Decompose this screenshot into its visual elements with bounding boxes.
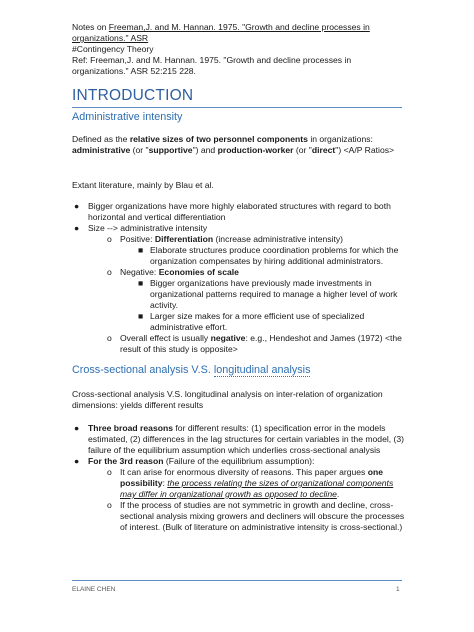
sub-list [104, 234, 408, 355]
reference-text: Ref: Freeman,J. and M. Hannan. 1975. "Growth and decline processes in organizations." ASR 52:215 228. [72, 55, 352, 76]
def-bold: administrative [72, 145, 131, 155]
circle-bullet-icon: o [107, 267, 112, 277]
list-item [104, 467, 408, 500]
list-item-text: Elaborate structures produce coordination problems for which the organization compensates by hiring additional administrators. [150, 245, 399, 266]
square-bullet-icon: ■ [138, 245, 144, 255]
page-title: INTRODUCTION [72, 87, 194, 104]
section-heading-analysis [72, 364, 310, 376]
list-item [72, 223, 408, 355]
tag-text: #Contingency Theory [72, 44, 154, 54]
def-text: Defined as the [72, 134, 130, 144]
admin-bullet-list [72, 201, 408, 355]
circle-bullet-icon: o [107, 333, 112, 343]
def-text: ") and [192, 145, 218, 155]
footer-rule [72, 580, 402, 581]
bullet-icon: ● [74, 456, 80, 466]
def-bold: production-worker [217, 145, 294, 155]
list-item-bold: one possibility [120, 467, 384, 488]
bullet-icon: ● [74, 201, 80, 211]
sub-list [104, 467, 408, 533]
square-bullet-icon: ■ [138, 278, 144, 288]
list-item [136, 311, 408, 333]
list-item [136, 278, 408, 311]
bullet-icon: ● [74, 223, 80, 233]
list-item-text: Size --> administrative intensity [88, 223, 208, 233]
list-item-text: : e.g., Hendeshot and James (1972) <the result of this study is opposite> [120, 333, 402, 354]
def-text: (or " [130, 145, 149, 155]
list-item-text: . [336, 489, 340, 499]
notes-header [72, 22, 412, 55]
bullet-icon: ● [74, 423, 80, 433]
analysis-intro: Cross-sectional analysis V.S. longitudinal analysis on inter-relation of organization dimensions: yields different results [72, 389, 383, 410]
def-text: in organizations: [307, 134, 373, 144]
list-item-bold: negative [210, 333, 246, 343]
list-item-text: If the process of studies are not symmetric in growth and decline, cross-sectional analysis mixing growers and decliners will obscure the processes of interest. (Bulk of literature on administrative intensity is cross-sectional.) [120, 500, 405, 532]
list-item [104, 234, 408, 267]
def-text: (or " [293, 145, 312, 155]
analysis-bullet-list [72, 423, 408, 533]
def-bold: relative sizes of two personnel components [129, 134, 308, 144]
heading-text: longitudinal analysis [213, 364, 311, 376]
list-item [72, 456, 408, 533]
sub-sub-list [136, 278, 408, 333]
circle-bullet-icon: o [107, 234, 112, 244]
notes-prefix: Notes on [72, 22, 109, 32]
list-item-text: Bigger organizations have more highly elaborated structures with regard to both horizontal and vertical differentiation [88, 201, 391, 222]
footer-page-number: 1 [396, 586, 400, 593]
section-heading-admin: Administrative intensity [72, 111, 183, 123]
list-item-text: (Failure of the equilibrium assumption): [163, 456, 315, 466]
list-item [136, 245, 408, 267]
circle-bullet-icon: o [107, 500, 112, 510]
list-item-text: It can arise for enormous diversity of reasons. This paper argues [120, 467, 368, 477]
list-item-text: for different results: (1) specification error in the models estimated, (2) differences in the lag structures for certain variables in the model, (3) failure of the equilibrium assumption which underlies cross-sectional analysis [88, 423, 405, 455]
list-item-bold: For the 3rd reason [88, 456, 164, 466]
list-item-text: Bigger organizations have previously made investments in organizational patterns required to manage a higher level of work activity. [150, 278, 398, 310]
extant-paragraph: Extant literature, mainly by Blau et al. [72, 180, 214, 190]
def-bold: direct [311, 145, 336, 155]
list-item-text: Positive: [120, 234, 155, 244]
def-bold: supportive [148, 145, 193, 155]
list-item-text: Negative: [120, 267, 159, 277]
list-item-text: Overall effect is usually [120, 333, 211, 343]
list-item-bold: Differentiation [154, 234, 214, 244]
list-item-bold: Three broad reasons [88, 423, 174, 433]
list-item [72, 423, 408, 456]
list-item [104, 500, 408, 533]
citation-link[interactable]: Freeman,J. and M. Hannan. 1975. "Growth and decline processes in organizations." ASR [72, 22, 370, 43]
list-item [72, 201, 408, 223]
footer-author: ELAINE CHEN [72, 586, 116, 593]
title-rule [72, 107, 402, 108]
list-item [104, 333, 408, 355]
circle-bullet-icon: o [107, 467, 112, 477]
list-item-text: (increase administrative intensity) [213, 234, 344, 244]
definition-paragraph [72, 134, 412, 156]
list-item-text: Larger size makes for a more efficient use of specialized administrative effort. [150, 311, 365, 332]
square-bullet-icon: ■ [138, 311, 144, 321]
list-item-emphasis: the process relating the sizes of organizational components may differ in organizational growth as opposed to decline [120, 478, 394, 499]
def-text: ") <A/P Ratios> [335, 145, 395, 155]
list-item [104, 267, 408, 333]
list-item-text: : [162, 478, 168, 488]
list-item-bold: Economies of scale [158, 267, 239, 277]
heading-text: Cross-sectional analysis V.S. [72, 364, 214, 376]
sub-sub-list [136, 245, 408, 267]
